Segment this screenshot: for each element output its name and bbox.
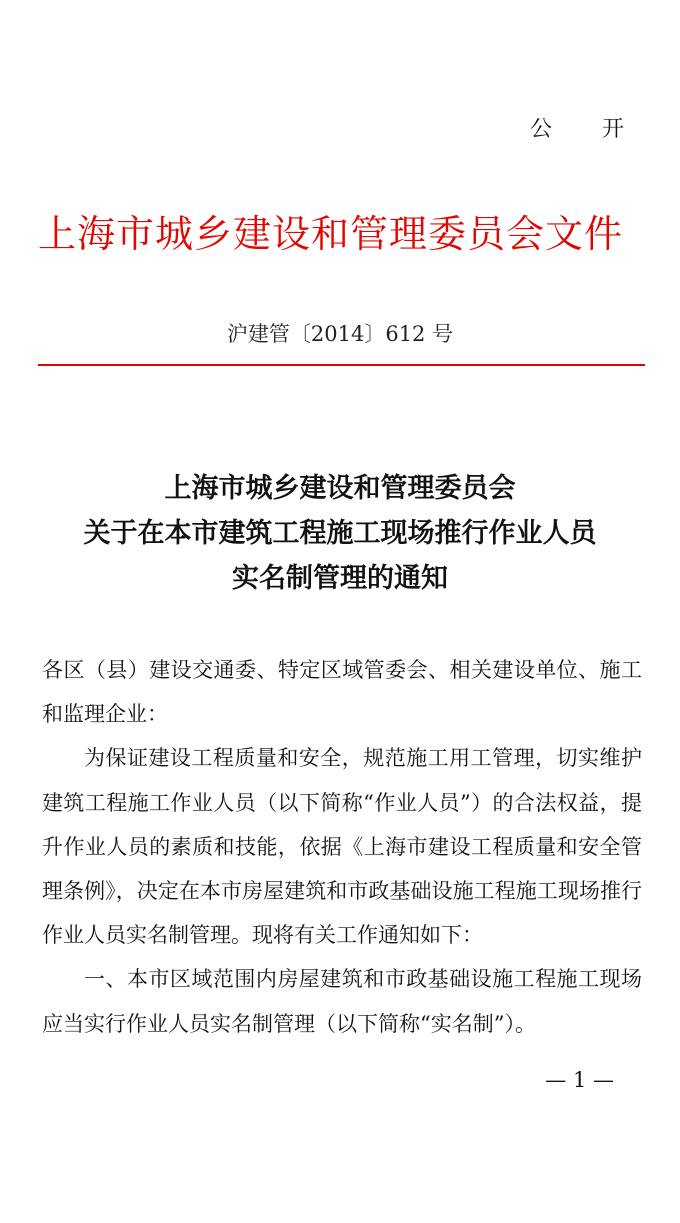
classification-label: 公 开 bbox=[529, 117, 638, 142]
notice-body bbox=[42, 648, 642, 1046]
title-line-1: 上海市城乡建设和管理委员会 bbox=[164, 473, 516, 504]
addressees-paragraph: 各区（县）建设交通委、特定区域管委会、相关建设单位、施工和监理企业： bbox=[42, 658, 642, 727]
document-number: 沪建管〔2014〕612 号 bbox=[226, 322, 454, 346]
page-number: — 1 — bbox=[545, 1068, 614, 1092]
title-line-2: 关于在本市建筑工程施工现场推行作业人员 bbox=[83, 518, 597, 549]
title-line-3: 实名制管理的通知 bbox=[232, 563, 448, 594]
issuer-header: 上海市城乡建设和管理委员会文件 bbox=[38, 212, 624, 256]
red-divider-line bbox=[38, 364, 645, 366]
item-one-paragraph: 一、本市区域范围内房屋建筑和市政基础设施工程施工现场应当实行作业人员实名制管理（以下简称“实名制”）。 bbox=[42, 967, 642, 1036]
purpose-paragraph: 为保证建设工程质量和安全，规范施工用工管理，切实维护建筑工程施工作业人员（以下简称“作业人员”）的合法权益，提升作业人员的素质和技能，依据《上海市建设工程质量和安全管理条例》，决定在本市房屋建筑和市政基础设施工程施工现场推行作业人员实名制管理。现将有关工作通知如下： bbox=[42, 746, 642, 948]
notice-title bbox=[0, 466, 680, 601]
